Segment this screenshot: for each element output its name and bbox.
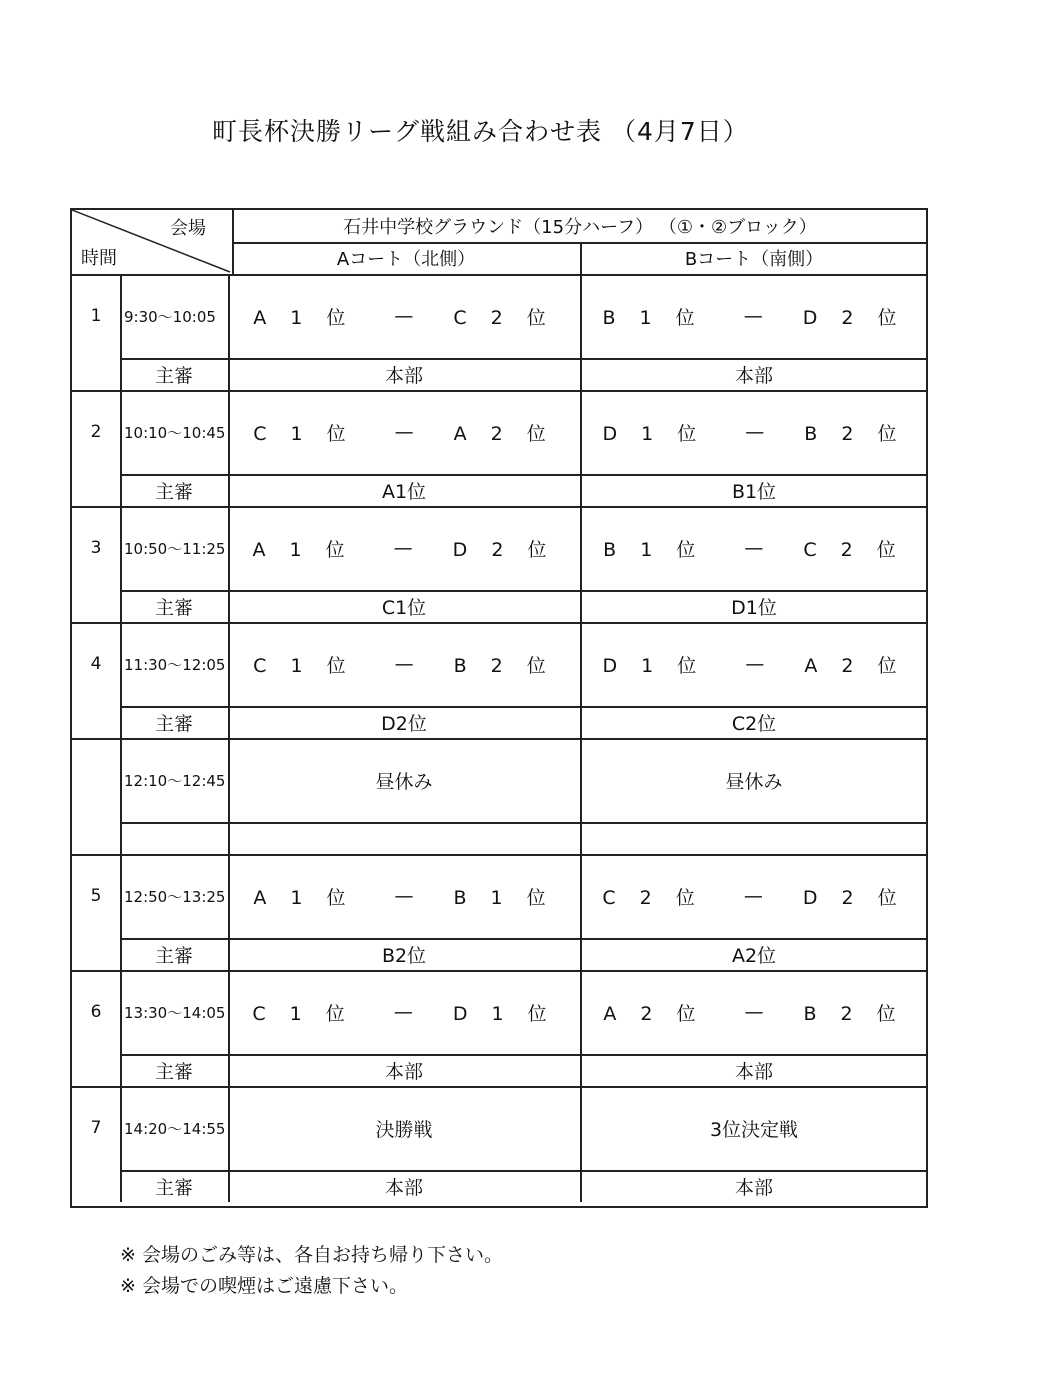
note-item: ※ 会場での喫煙はご遠慮下さい。 [120,1275,408,1297]
away-team: C 2 位 [803,538,905,561]
match-time: 13:30〜14:05 [124,1003,226,1022]
note-item: ※ 会場のごみ等は、各自お持ち帰り下さい。 [120,1244,503,1266]
court-b-referee: B1位 [731,480,777,503]
away-team: D 2 位 [802,306,906,329]
referee-label [120,822,228,854]
match-time: 10:50〜11:25 [124,539,226,558]
court-b-referee: C2位 [731,712,777,735]
home-team: A 1 位 [252,538,354,561]
referee-label: 主審 [154,1060,193,1083]
away-team: D 1 位 [452,1002,556,1025]
match-time: 12:10〜12:45 [124,771,226,790]
court-b-match [580,970,928,1054]
court-b-match [580,274,928,358]
match-number: 2 [90,422,102,442]
versus-dash: — [743,305,763,327]
home-team: B 1 位 [603,538,705,561]
court-b-event: 昼休み [725,770,783,793]
match-time: 11:30〜12:05 [124,655,226,674]
versus-dash: — [744,537,764,559]
court-a-match [228,506,580,590]
court-b-referee: 本部 [734,1176,773,1199]
court-a-referee: D2位 [381,712,427,735]
court-a-referee: A1位 [381,480,427,503]
match-number: 1 [90,306,102,326]
referee-label: 主審 [154,712,193,735]
court-a-event: 昼休み [375,770,433,793]
court-a-referee: 本部 [384,364,423,387]
referee-label: 主審 [154,364,193,387]
home-team: A 1 位 [253,306,355,329]
home-team: A 1 位 [253,886,355,909]
home-team: B 1 位 [602,306,704,329]
home-team: C 1 位 [253,422,355,445]
court-b-referee: A2位 [731,944,777,967]
referee-label: 主審 [154,1176,193,1199]
court-b-event: 3位決定戦 [709,1118,799,1141]
away-team: C 2 位 [453,306,555,329]
versus-dash: — [745,421,765,443]
court-a-match [228,970,580,1054]
versus-dash: — [394,653,414,675]
court-a-match [228,622,580,706]
versus-dash: — [394,305,414,327]
table-rule [580,242,582,274]
court-a-referee: 本部 [384,1060,423,1083]
court-a-referee [228,822,580,854]
venue-name: 石井中学校グラウンド（15分ハーフ） （①・②ブロック） [343,217,817,238]
page-title: 町長杯決勝リーグ戦組み合わせ表 （4月7日） [212,117,749,146]
court-b-referee [580,822,928,854]
court-b-match [580,390,928,474]
referee-label: 主審 [154,944,193,967]
away-team: A 2 位 [453,422,555,445]
venue-label: 会場 [170,218,206,239]
referee-label: 主審 [154,480,193,503]
court-b-match [580,622,928,706]
away-team: B 2 位 [803,1002,905,1025]
court-b-referee: 本部 [734,364,773,387]
court-b-header: Bコート（南側） [684,249,824,270]
home-team: C 2 位 [602,886,704,909]
court-b-match [580,854,928,938]
home-team: C 1 位 [253,654,355,677]
court-b-match [580,506,928,590]
match-time: 14:20〜14:55 [124,1119,226,1138]
away-team: B 2 位 [804,422,906,445]
court-b-referee: 本部 [734,1060,773,1083]
away-team: D 2 位 [452,538,556,561]
court-a-referee: B2位 [381,944,427,967]
match-number: 6 [90,1002,102,1022]
away-team: B 2 位 [453,654,555,677]
match-number: 7 [90,1118,102,1138]
court-a-referee: 本部 [384,1176,423,1199]
time-label: 時間 [81,248,117,269]
versus-dash: — [744,1001,764,1023]
notes [120,1240,503,1302]
match-time: 12:50〜13:25 [124,887,226,906]
versus-dash: — [393,537,413,559]
match-number: 3 [90,538,102,558]
home-team: A 2 位 [603,1002,705,1025]
match-number [72,738,120,822]
home-team: D 1 位 [602,654,706,677]
versus-dash: — [394,421,414,443]
referee-label: 主審 [154,596,193,619]
away-team: B 1 位 [453,886,555,909]
court-b-referee: D1位 [731,596,777,619]
match-number: 4 [90,654,102,674]
court-a-match [228,390,580,474]
versus-dash: — [394,885,414,907]
court-a-referee: C1位 [381,596,427,619]
versus-dash: — [745,653,765,675]
away-team: A 2 位 [804,654,906,677]
court-a-header: Aコート（北側） [336,249,476,270]
home-team: C 1 位 [252,1002,354,1025]
court-a-match [228,854,580,938]
court-a-match [228,274,580,358]
versus-dash: — [743,885,763,907]
versus-dash: — [393,1001,413,1023]
match-time: 9:30〜10:05 [124,307,216,326]
home-team: D 1 位 [602,422,706,445]
schedule-table [70,208,928,1208]
match-number: 5 [90,886,102,906]
away-team: D 2 位 [802,886,906,909]
court-a-event: 決勝戦 [375,1118,433,1141]
match-time: 10:10〜10:45 [124,423,226,442]
